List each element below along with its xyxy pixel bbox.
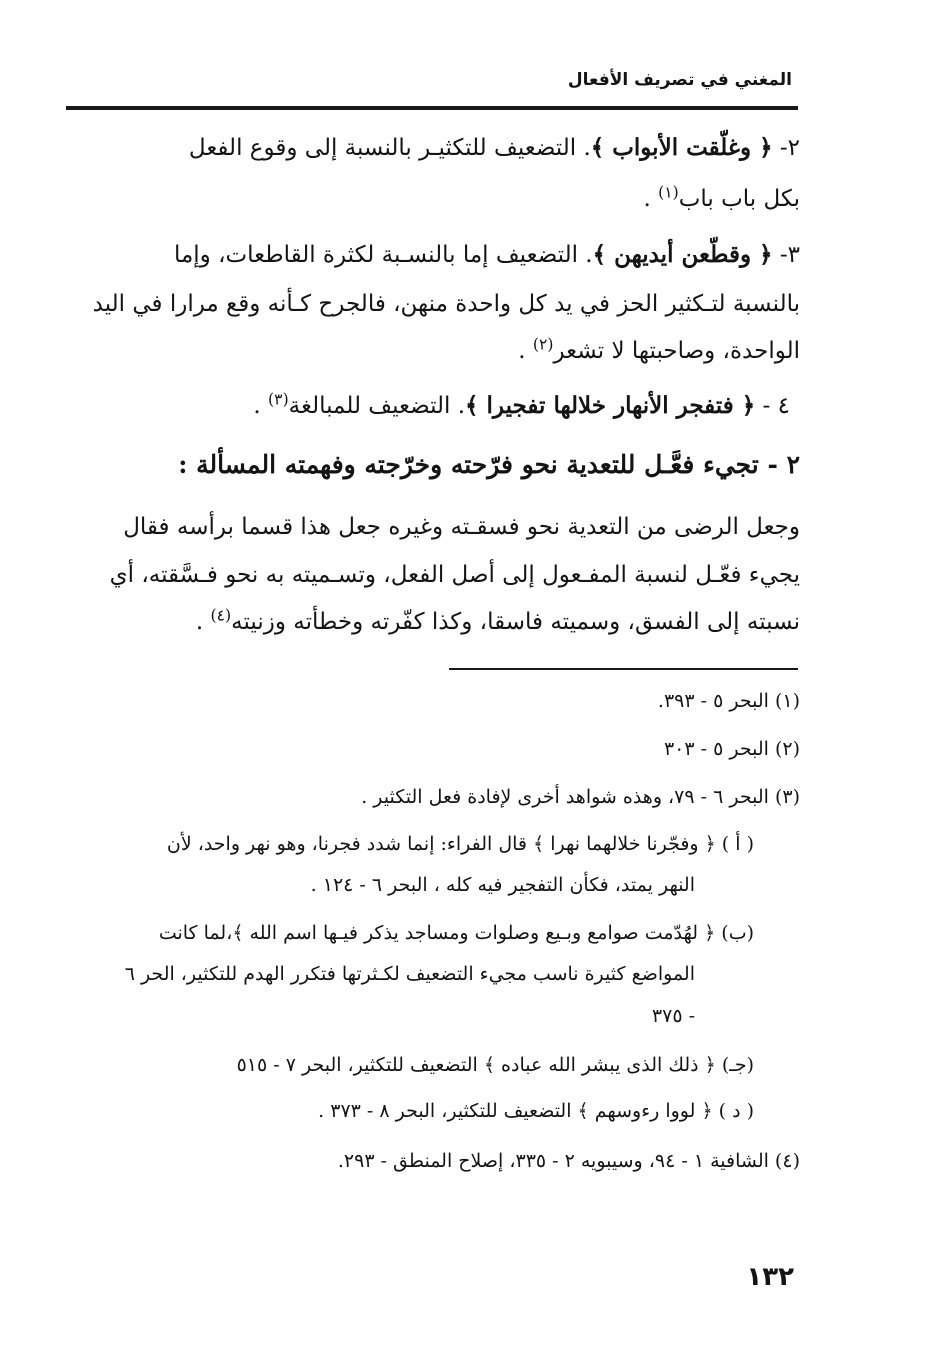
footnote-4: (٤) الشافية ١ - ٩٤، وسيبويه ٢ - ٣٣٥، إصلاح المنطق - ٢٩٣. bbox=[337, 1150, 800, 1172]
item-3-text: . التضعيف إما بالنسـبة لكثرة القاطعات، وإما bbox=[173, 242, 593, 268]
item-4-number: ٤ - bbox=[762, 393, 790, 419]
footnote-3-c: (جـ) ﴿ ذلك الذى يبشر الله عباده ﴾ التضعيف للتكثير، البحر ٧ - ٥١٥ bbox=[236, 1054, 754, 1076]
item-4-end: . bbox=[253, 393, 269, 419]
item-2-number: ٢- bbox=[779, 135, 800, 161]
footnote-separator bbox=[449, 668, 798, 670]
header-rule bbox=[66, 106, 798, 110]
footnote-1: (١) البحر ٥ - ٣٩٣. bbox=[657, 690, 800, 712]
footnote-3-a-line-2: النهر يمتد، فكأن التفجير فيه كله ، البحر ٦ - ١٢٤ . bbox=[310, 874, 695, 896]
paragraph-line-1: وجعل الرضى من التعدية نحو فسقـته وغيره جعل هذا قسما برأسه فقال bbox=[123, 514, 800, 540]
item-4-line bbox=[253, 389, 790, 419]
item-2-cont: بكل باب باب bbox=[678, 186, 800, 212]
section-heading: ٢ - تجيء فعَّـل للتعدية نحو فرّحته وخرّجته وفهمته المسألة : bbox=[178, 450, 800, 479]
item-2-line-2 bbox=[643, 182, 800, 212]
footnote-3-a-line-1: ( أ ) ﴿ وفجّرنا خلالهما نهرا ﴾ قال الفراء: إنما شدد فجرنا، وهو نهر واحد، لأن bbox=[166, 833, 754, 855]
item-3-line-1 bbox=[174, 241, 800, 268]
item-4-text: . التضعيف للمبالغة bbox=[288, 393, 466, 419]
item-2-text: . التضعيف للتكثيـر بالنسبة إلى وقوع الفعل bbox=[188, 135, 591, 161]
item-3-end: . bbox=[518, 338, 533, 364]
paragraph-end: . bbox=[195, 609, 211, 635]
footnote-3-b-line-1: (ب) ﴿ لهُدّمت صوامع وبـيع وصلوات ومساجد يذكر فيـها اسم الله ﴾،لما كانت bbox=[158, 922, 754, 944]
item-2-quote: ﴿ وغلّقت الأبواب ﴾ bbox=[590, 134, 773, 161]
item-3-footnote-ref: (٢) bbox=[532, 334, 554, 354]
item-4-footnote-ref: (٣) bbox=[268, 389, 289, 409]
footnote-3-d: ( د ) ﴿ لووا رءوسهم ﴾ التضعيف للتكثير، البحر ٨ - ٣٧٣ . bbox=[318, 1100, 754, 1122]
item-3-quote: ﴿ وقطّعن أيديهن ﴾ bbox=[592, 241, 773, 268]
item-2-footnote-ref: (١) bbox=[658, 182, 679, 202]
page-number: ١٣٢ bbox=[746, 1262, 794, 1292]
item-4-quote: ﴿ فتفجر الأنهار خلالها تفجيرا ﴾ bbox=[465, 392, 756, 419]
footnote-2: (٢) البحر ٥ - ٣٠٣ bbox=[663, 738, 800, 760]
item-3-line-2: بالنسبة لتـكثير الحز في يد كل واحدة منهن، فالجرح كـأنه وقع مرارا في اليد bbox=[92, 291, 800, 317]
item-3-line-3 bbox=[518, 334, 800, 364]
paragraph-footnote-ref: (٤) bbox=[210, 605, 232, 625]
running-title: المغني في تصريف الأفعال bbox=[567, 70, 792, 90]
item-3-line-3-text: الواحدة، وصاحبتها لا تشعر bbox=[553, 338, 800, 364]
footnote-3: (٣) البحر ٦ - ٧٩، وهذه شواهد أخرى لإفادة فعل التكثير . bbox=[361, 786, 800, 808]
footnote-3-b-line-3: - ٣٧٥ bbox=[651, 1005, 695, 1027]
paragraph-line-3 bbox=[195, 605, 800, 635]
item-2-end: . bbox=[643, 186, 659, 212]
footnote-3-b-line-2: المواضع كثيرة ناسب مجيء التضعيف لكـثرتها فتكرر الهدم للتكثير، الحر ٦ bbox=[124, 963, 695, 985]
item-2-line-1 bbox=[189, 134, 800, 161]
paragraph-line-2: يجيء فعّـل لنسبة المفـعول إلى أصل الفعل، وتسـميته به نحو فـسَّقته، أي bbox=[109, 562, 800, 588]
paragraph-line-3-text: نسبته إلى الفسق، وسميته فاسقا، وكذا كفّرته وخطأته وزنيته bbox=[231, 609, 800, 635]
item-3-number: ٣- bbox=[779, 242, 800, 268]
